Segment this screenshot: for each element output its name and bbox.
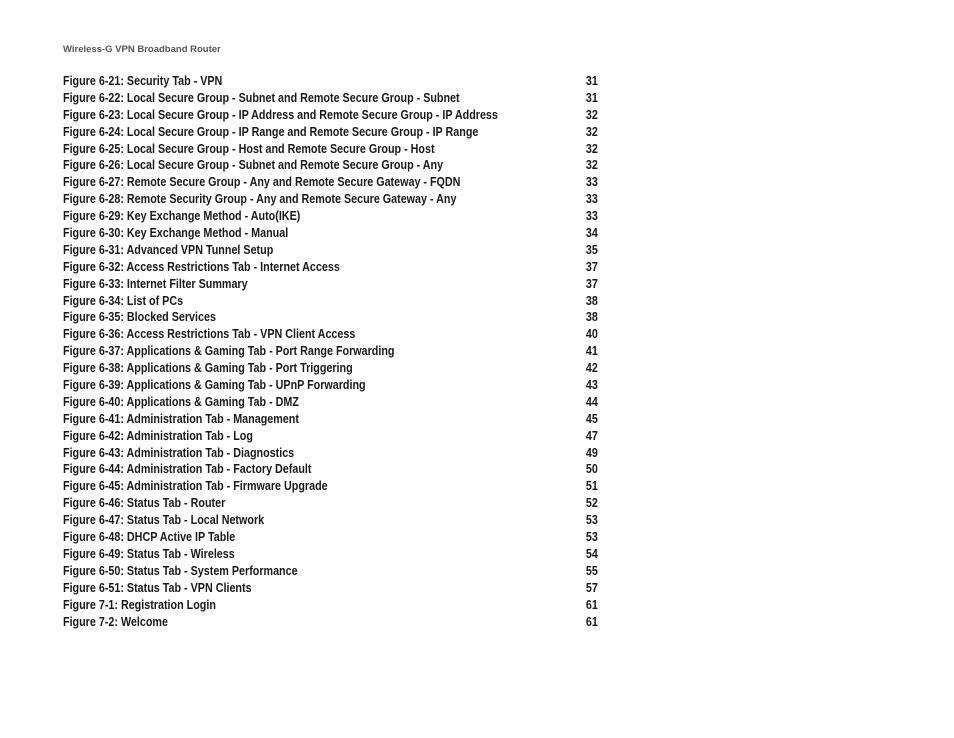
toc-entry-title: Figure 6-49: Status Tab - Wireless [63,546,235,561]
toc-entry-title: Figure 6-24: Local Secure Group - IP Range and Remote Secure Group - IP Range [63,124,479,139]
toc-entry [63,563,598,580]
toc-entry-page-number: 55 [585,563,598,578]
toc-entry-page-number: 47 [585,428,598,443]
toc-entry [63,124,598,141]
toc-entry-page-number: 32 [585,141,598,156]
toc-entry-title: Figure 6-39: Applications & Gaming Tab - UPnP Forwarding [63,378,366,393]
toc-entry-title: Figure 7-2: Welcome [63,614,168,629]
toc-entry-title: Figure 7-1: Registration Login [63,597,216,612]
toc-entry-page-number: 51 [585,479,598,494]
toc-entry-page-number: 31 [585,74,598,88]
toc-entry-page-number: 54 [585,546,598,561]
toc-entry [63,326,598,343]
toc-entry-page-number: 52 [585,496,598,511]
toc-entry-page-number: 33 [585,175,598,190]
toc-entry-title: Figure 6-30: Key Exchange Method - Manual [63,226,289,241]
toc-entry [63,495,598,512]
toc-entry-page-number: 34 [585,226,598,241]
toc-entry-title: Figure 6-36: Access Restrictions Tab - VPN Client Access [63,327,356,342]
toc-entry-title: Figure 6-41: Administration Tab - Management [63,411,299,426]
toc-entry [63,309,598,326]
toc-entry [63,360,598,377]
toc-entry-title: Figure 6-44: Administration Tab - Factory Default [63,462,312,477]
toc-entry-page-number: 32 [585,124,598,139]
toc-entry [63,242,598,259]
toc-entry [63,512,598,529]
toc-entry-page-number: 33 [585,209,598,224]
toc-entry-title: Figure 6-47: Status Tab - Local Network [63,513,265,528]
toc-entry-title: Figure 6-46: Status Tab - Router [63,496,226,511]
toc-entry-title: Figure 6-32: Access Restrictions Tab - Internet Access [63,259,340,274]
toc-entry-page-number: 41 [585,344,598,359]
toc-entry [63,259,598,276]
toc-entry [63,428,598,445]
toc-entry-title: Figure 6-35: Blocked Services [63,310,216,325]
toc-entry [63,614,598,631]
toc-entry-page-number: 45 [585,411,598,426]
toc-entry [63,174,598,191]
toc-entry [63,580,598,597]
toc-entry-title: Figure 6-48: DHCP Active IP Table [63,530,236,545]
toc-entry [63,141,598,158]
toc-entry-title: Figure 6-21: Security Tab - VPN [63,74,223,88]
toc-entry [63,597,598,614]
toc-entry-page-number: 50 [585,462,598,477]
toc-entry-page-number: 53 [585,513,598,528]
toc-entry [63,225,598,242]
toc-entry-page-number: 49 [585,445,598,460]
toc-entry-title: Figure 6-26: Local Secure Group - Subnet and Remote Secure Group - Any [63,158,444,173]
toc-entry-title: Figure 6-27: Remote Secure Group - Any and Remote Secure Gateway - FQDN [63,175,461,190]
toc-entry-page-number: 43 [585,378,598,393]
toc-entry-page-number: 32 [585,107,598,122]
toc-entry [63,208,598,225]
toc-entry-page-number: 61 [585,597,598,612]
toc-entry-page-number: 37 [585,259,598,274]
toc-entry-page-number: 37 [585,276,598,291]
toc-entry-page-number: 38 [585,310,598,325]
toc-entry-page-number: 42 [585,361,598,376]
toc-entry-page-number: 35 [585,242,598,257]
toc-entry [63,73,598,90]
toc-entry [63,377,598,394]
toc-entry [63,343,598,360]
list-of-figures [63,73,603,630]
toc-entry-title: Figure 6-40: Applications & Gaming Tab - DMZ [63,394,299,409]
toc-entry-title: Figure 6-38: Applications & Gaming Tab - Port Triggering [63,361,353,376]
toc-entry-page-number: 44 [585,394,598,409]
toc-entry-title: Figure 6-43: Administration Tab - Diagnostics [63,445,295,460]
toc-entry [63,157,598,174]
toc-entry-page-number: 32 [585,158,598,173]
toc-entry [63,107,598,124]
toc-entry [63,411,598,428]
toc-entry [63,478,598,495]
toc-entry [63,394,598,411]
toc-entry-title: Figure 6-22: Local Secure Group - Subnet and Remote Secure Group - Subnet [63,90,460,105]
toc-entry-page-number: 61 [585,614,598,629]
toc-entry-page-number: 57 [585,580,598,595]
toc-entry-page-number: 38 [585,293,598,308]
toc-entry [63,90,598,107]
toc-entry [63,461,598,478]
toc-entry-title: Figure 6-37: Applications & Gaming Tab - Port Range Forwarding [63,344,395,359]
toc-entry-title: Figure 6-33: Internet Filter Summary [63,276,248,291]
toc-entry-page-number: 31 [585,90,598,105]
toc-entry-page-number: 53 [585,530,598,545]
toc-entry-title: Figure 6-50: Status Tab - System Performance [63,563,298,578]
toc-entry-title: Figure 6-34: List of PCs [63,293,184,308]
toc-entry [63,529,598,546]
toc-entry [63,276,598,293]
toc-entry [63,546,598,563]
toc-entry-title: Figure 6-42: Administration Tab - Log [63,428,253,443]
toc-entry-page-number: 40 [585,327,598,342]
toc-entry-title: Figure 6-45: Administration Tab - Firmware Upgrade [63,479,328,494]
toc-entry-title: Figure 6-31: Advanced VPN Tunnel Setup [63,242,274,257]
toc-entry-title: Figure 6-28: Remote Security Group - Any and Remote Secure Gateway - Any [63,192,457,207]
toc-entry-title: Figure 6-25: Local Secure Group - Host and Remote Secure Group - Host [63,141,435,156]
running-header: Wireless-G VPN Broadband Router [63,44,221,55]
toc-entry [63,191,598,208]
toc-entry [63,293,598,310]
toc-entry-page-number: 33 [585,192,598,207]
toc-entry-title: Figure 6-51: Status Tab - VPN Clients [63,580,252,595]
toc-entry-title: Figure 6-23: Local Secure Group - IP Address and Remote Secure Group - IP Address [63,107,498,122]
toc-entry-title: Figure 6-29: Key Exchange Method - Auto(IKE) [63,209,301,224]
toc-entry [63,445,598,462]
